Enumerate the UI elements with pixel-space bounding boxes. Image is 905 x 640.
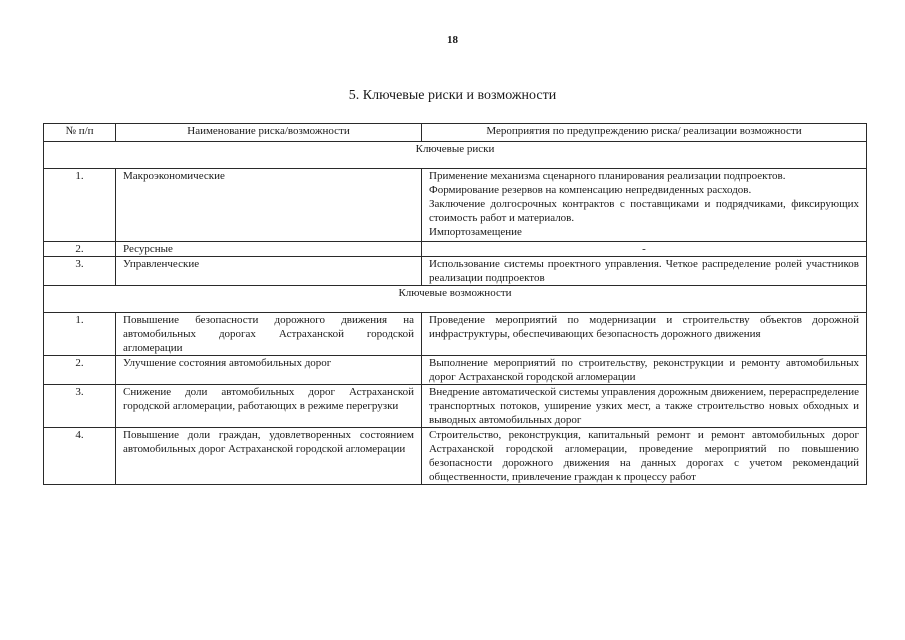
risk-measure-line: Заключение долгосрочных контрактов с поставщиками и подрядчиками, фиксирующих стоимость работ и материалов.	[429, 198, 859, 224]
opportunity-num: 1.	[44, 313, 116, 356]
risks-opportunities-table	[43, 123, 867, 485]
opportunity-name: Улучшение состояния автомобильных дорог	[116, 356, 422, 385]
opportunity-num: 3.	[44, 385, 116, 428]
opportunity-name: Повышение безопасности дорожного движения на автомобильных дорогах Астраханской городской агломерации	[116, 313, 422, 356]
opportunities-group-row	[44, 286, 867, 313]
risk-num: 2.	[44, 242, 116, 257]
risk-num: 3.	[44, 257, 116, 286]
header-num: № п/п	[44, 124, 116, 142]
page-number: 18	[447, 34, 458, 46]
opportunity-name: Повышение доли граждан, удовлетворенных состоянием автомобильных дорог Астраханской городской агломерации	[116, 428, 422, 485]
opportunity-measures: Проведение мероприятий по модернизации и строительству объектов дорожной инфраструктуры, обеспечивающих безопасность дорожного движения	[422, 313, 867, 356]
table-row	[44, 313, 867, 356]
risk-name: Макроэкономические	[116, 169, 422, 242]
table-row	[44, 385, 867, 428]
risk-measures	[422, 169, 867, 242]
risk-num: 1.	[44, 169, 116, 242]
risk-name: Ресурсные	[116, 242, 422, 257]
risks-group-row	[44, 142, 867, 169]
table-row	[44, 428, 867, 485]
risk-measure-line: Формирование резервов на компенсацию непредвиденных расходов.	[429, 184, 752, 196]
table-row	[44, 169, 867, 242]
risks-group-label: Ключевые риски	[44, 142, 867, 169]
opportunity-name: Снижение доли автомобильных дорог Астраханской городской агломерации, работающих в режиме перегрузки	[116, 385, 422, 428]
table-row	[44, 242, 867, 257]
risk-measures: Использование системы проектного управления. Четкое распределение ролей участников реализации подпроектов	[422, 257, 867, 286]
opportunities-group-label: Ключевые возможности	[44, 286, 867, 313]
table-row	[44, 257, 867, 286]
table-row	[44, 356, 867, 385]
opportunity-num: 4.	[44, 428, 116, 485]
risk-measure-line: Применение механизма сценарного планирования реализации подпроектов.	[429, 170, 786, 182]
header-name: Наименование риска/возможности	[116, 124, 422, 142]
risk-measures: -	[422, 242, 867, 257]
risk-measure-line: Импортозамещение	[429, 226, 522, 238]
section-title: 5. Ключевые риски и возможности	[348, 88, 557, 103]
risk-name: Управленческие	[116, 257, 422, 286]
header-measures: Мероприятия по предупреждению риска/ реализации возможности	[422, 124, 867, 142]
opportunity-measures: Внедрение автоматической системы управления дорожным движением, перераспределение транспортных потоков, уширение узких мест, а также строительство новых обходных и выводных автомобильных дорог	[422, 385, 867, 428]
opportunity-measures: Выполнение мероприятий по строительству, реконструкции и ремонту автомобильных дорог Астраханской городской агломерации	[422, 356, 867, 385]
opportunity-measures: Строительство, реконструкция, капитальный ремонт и ремонт автомобильных дорог Астраханской городской агломерации, проведение мероприятий по повышению безопасности дорожного движения на данных дорогах с учетом рекомендаций общественности, привлечение граждан к процессу работ	[422, 428, 867, 485]
opportunity-num: 2.	[44, 356, 116, 385]
table-header-row	[44, 124, 867, 142]
